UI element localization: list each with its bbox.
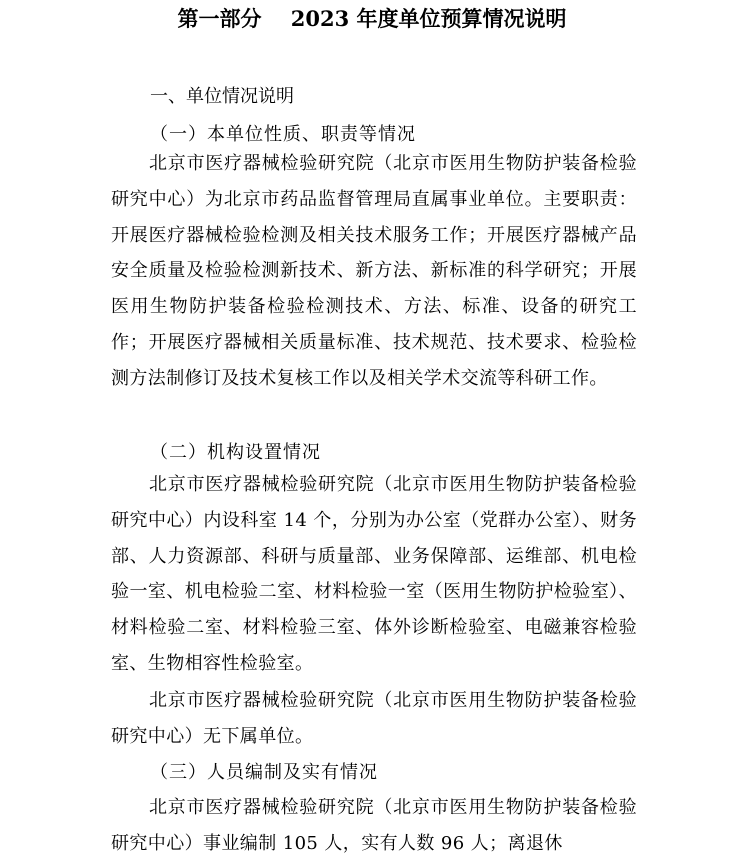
subsection-heading-staffing: （三）人员编制及实有情况 [150,762,378,783]
paragraph-subordinate-units: 北京市医疗器械检验研究院（北京市医用生物防护装备检验研究中心）无下属单位。 [111,690,637,747]
paragraph-staffing: 北京市医疗器械检验研究院（北京市医用生物防护装备检验研究中心）事业编制 105 人，实有人数 96 人；离退休 [111,797,637,854]
paragraph-nature-duties: 北京市医疗器械检验研究院（北京市医用生物防护装备检验研究中心）为北京市药品监督管理局直属事业单位。主要职责：开展医疗器械检验检测及相关技术服务工作；开展医疗器械产品安全质量及检验检测新技术、新方法、新标准的科学研究；开展医用生物防护装备检验检测技术、方法、标准、设备的研究工作；开展医疗器械相关质量标准、技术规范、技术要求、检验检测方法制修订及技术复核工作以及相关学术交流等科研工作。 [111,153,637,389]
subsection-heading-organization: （二）机构设置情况 [150,442,321,463]
section-heading-unit-info: 一、单位情况说明 [150,86,294,107]
paragraph-departments: 北京市医疗器械检验研究院（北京市医用生物防护装备检验研究中心）内设科室 14 个，分别为办公室（党群办公室）、财务部、人力资源部、科研与质量部、业务保障部、运维部、机电检验一室、机电检验二室、材料检验一室（医用生物防护检验室）、材料检验二室、材料检验三室、体外诊断检验室、电磁兼容检验室、生物相容性检验室。 [111,474,637,674]
subsection-heading-nature-duties: （一）本单位性质、职责等情况 [150,124,416,145]
page-title: 第一部分 2023 年度单位预算情况说明 [177,6,567,31]
